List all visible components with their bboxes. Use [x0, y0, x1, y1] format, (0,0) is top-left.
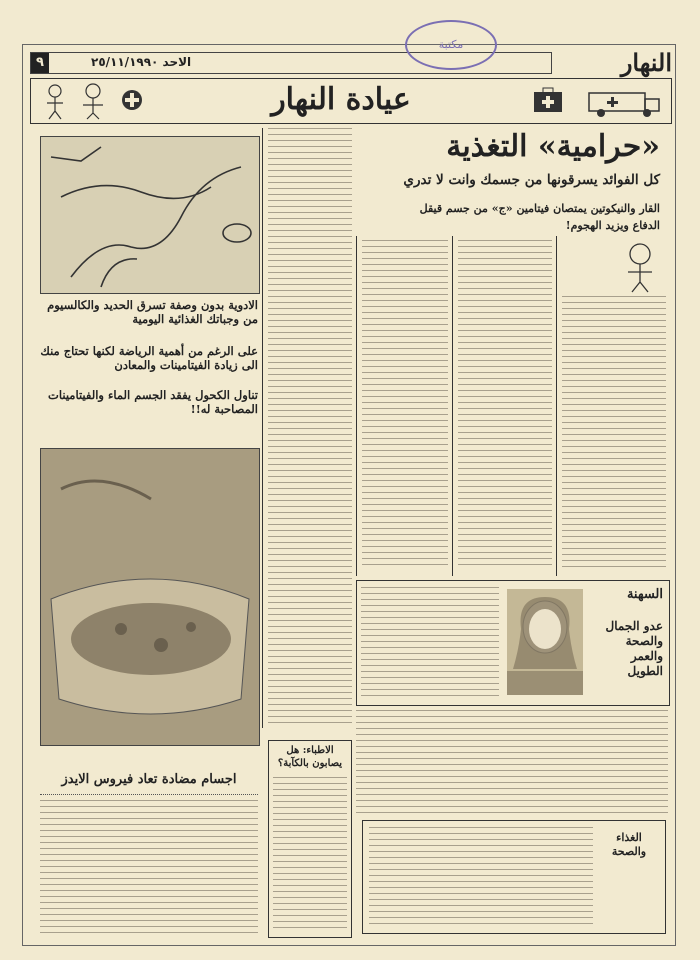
deck-line-1: القار والنيكوتين يمتصان فيتامين «ج» من جسم قيقل	[419, 202, 660, 215]
aids-headline: اجسام مضادة تعاد فيروس الايدز	[61, 772, 237, 787]
section-title: عيادة النهار	[271, 82, 411, 117]
body-text-column-d	[562, 296, 666, 570]
nutrition-box	[362, 820, 666, 934]
body-text-bottom-middle	[356, 710, 668, 816]
doctors-box-text	[273, 777, 347, 931]
date-line: الاحد ٢٥/١١/١٩٩٠	[91, 55, 192, 69]
food-dish-photo	[40, 448, 260, 746]
deck-line-2: الدفاع ويزيد الهجوم!	[565, 219, 660, 232]
teaser-medicines: الادوية بدون وصفة تسرق الحديد والكالسيوم من وجباتك الغذائية اليومية	[47, 298, 258, 327]
first-aid-kit-icon	[533, 87, 563, 113]
body-text-column-a	[268, 128, 352, 728]
aids-divider	[40, 794, 258, 795]
page-number: ٩	[31, 53, 49, 73]
beauty-box-title: عدو الجمال والصحة والعمر الطويل	[605, 619, 663, 678]
beauty-box-title-top: السهنة	[626, 587, 663, 602]
woman-portrait-photo	[507, 589, 583, 695]
doctors-box	[268, 740, 352, 938]
column-rule-1	[262, 128, 263, 728]
doctors-box-title: الاطباء: هل يصابون بالكآبة؟	[277, 745, 343, 769]
column-rule-4	[556, 236, 557, 576]
section-banner	[30, 78, 672, 124]
column-rule-3	[452, 236, 453, 576]
cartoon-figures-illustration	[37, 81, 117, 121]
beauty-box	[356, 580, 670, 706]
beauty-box-text	[361, 587, 499, 699]
body-text-column-c	[458, 240, 552, 570]
aids-article-text	[40, 800, 258, 934]
main-subhead: كل الفوائد يسرقونها من جسمك وانت لا تدري	[403, 172, 660, 188]
library-stamp	[405, 20, 497, 70]
teaser-alcohol: تناول الكحول يفقد الجسم الماء والفيتامينات المصاحبة له!!	[48, 388, 258, 417]
teaser-sports: على الرغم من أهمية الرياضة لكنها تحتاج منك الى زيادة الفيتامينات والمعادن	[40, 344, 258, 373]
main-headline: «حرامية» التغذية	[446, 129, 660, 164]
cartoon-character	[610, 240, 670, 294]
ambulance-illustration	[585, 83, 665, 119]
nutrition-box-caption: الغذاء والصحة	[611, 831, 647, 858]
column-rule-2	[356, 236, 357, 576]
cross-icon	[121, 89, 143, 111]
nutrition-box-text	[369, 827, 593, 925]
masthead-logo: النهار	[620, 48, 672, 77]
body-text-column-b	[362, 240, 448, 570]
running-figure-illustration	[40, 136, 260, 294]
stamp-text: مكتبة	[438, 38, 464, 51]
